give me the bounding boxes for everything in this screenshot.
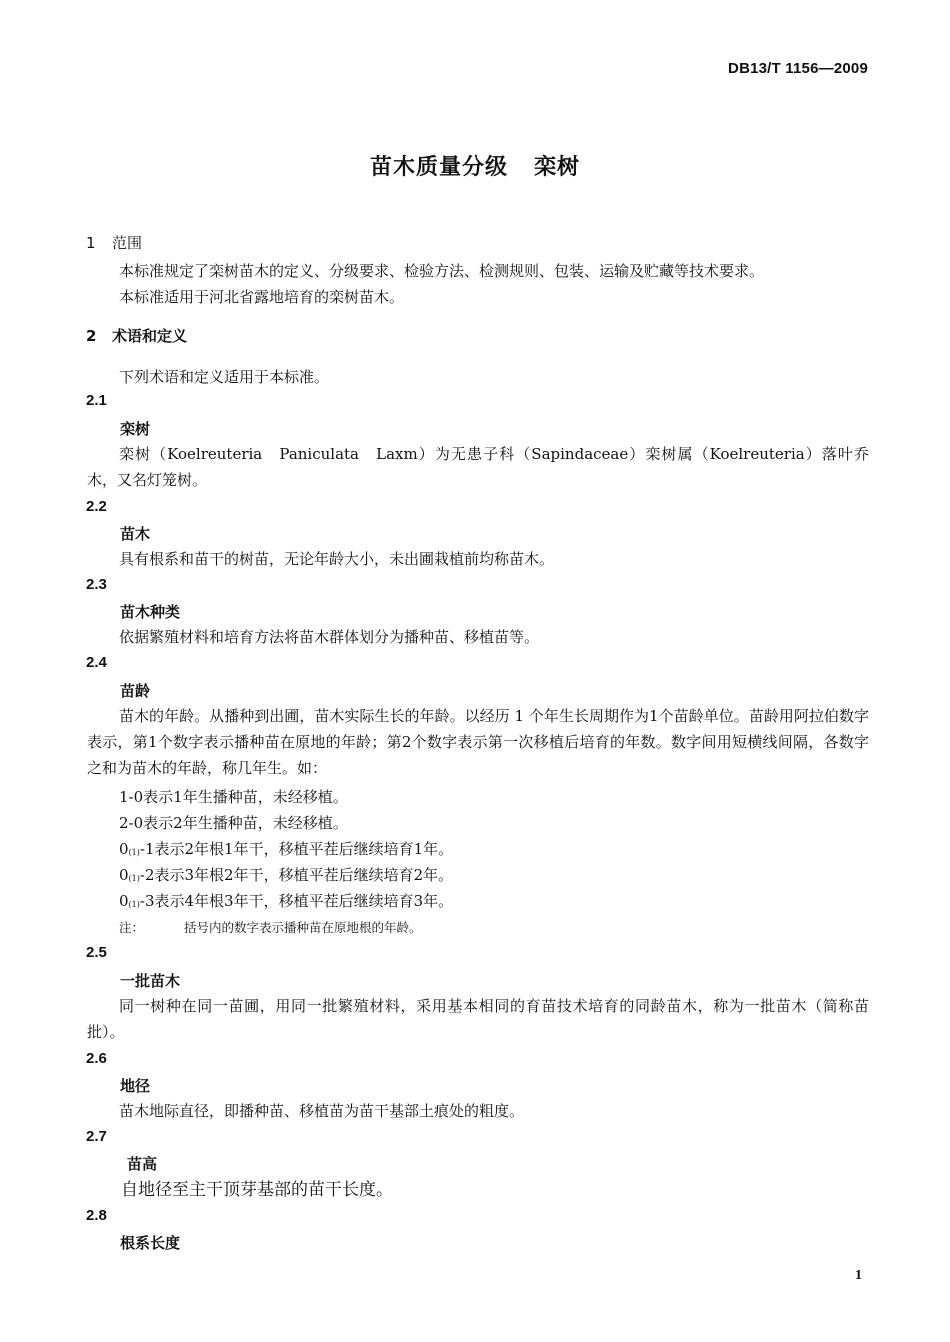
page-title xyxy=(0,150,950,181)
term-number: 2.7 xyxy=(86,1128,107,1145)
term-name: 苗木种类 xyxy=(120,603,181,621)
standard-code: DB13/T 1156—2009 xyxy=(728,60,868,77)
age-example: 2-0表示2年生播种苗，未经移植。 xyxy=(119,814,348,832)
term-number: 2.1 xyxy=(86,392,107,409)
section-number: 2 xyxy=(86,327,97,345)
term-name: 根系长度 xyxy=(120,1234,181,1252)
term-name: 苗木 xyxy=(120,525,151,543)
title-species: 栾树 xyxy=(534,155,581,180)
term-name: 栾树 xyxy=(120,420,151,438)
term-definition: 自地径至主干顶芽基部的苗干长度。 xyxy=(121,1180,393,1200)
section-title: 术语和定义 xyxy=(112,327,188,345)
term-definition: 依据繁殖材料和培育方法将苗木群体划分为播种苗、移植苗等。 xyxy=(119,628,540,646)
term-name: 苗高 xyxy=(127,1155,158,1173)
term-name: 苗龄 xyxy=(120,682,151,700)
term-definition: 具有根系和苗干的树苗，无论年龄大小，未出圃栽植前均称苗木。 xyxy=(119,550,555,568)
term-definition: 同一树种在同一苗圃，用同一批繁殖材料，采用基本相同的育苗技术培育的同龄苗木，称为一批苗木（简称苗批）。 xyxy=(87,997,869,1041)
note xyxy=(119,918,422,936)
age-example: 0(1)-2表示3年根2年干，移植平茬后继续培育2年。 xyxy=(119,866,454,884)
term-number: 2.3 xyxy=(86,576,107,593)
term-number: 2.4 xyxy=(86,654,107,671)
section-1-heading xyxy=(86,232,142,253)
title-main: 苗木质量分级 xyxy=(369,155,508,180)
section-2-heading xyxy=(86,325,187,346)
term-number: 2.5 xyxy=(86,944,107,961)
term-name: 一批苗木 xyxy=(120,972,181,990)
age-example: 0(1)-3表示4年根3年干，移植平茬后继续培育3年。 xyxy=(119,892,454,910)
terms-intro: 下列术语和定义适用于本标准。 xyxy=(119,368,330,386)
section-number: 1 xyxy=(86,234,96,252)
page-number: 1 xyxy=(855,1268,862,1283)
term-number: 2.8 xyxy=(86,1207,107,1224)
note-label: 注： xyxy=(119,920,145,935)
term-name: 地径 xyxy=(120,1077,151,1095)
term-definition: 苗木的年龄。从播种到出圃，苗木实际生长的年龄。以经历 1 个年生长周期作为1个苗龄单位。苗龄用阿拉伯数字表示，第1个数字表示播种苗在原地的年龄；第2个数字表示第一次移植后培育的年数。数字间用短横线间隔，各数字之和为苗木的年龄，称几年生。如： xyxy=(87,707,869,777)
term-number: 2.6 xyxy=(86,1050,107,1067)
scope-paragraph-1: 本标准规定了栾树苗木的定义、分级要求、检验方法、检测规则、包装、运输及贮藏等技术要求。 xyxy=(119,262,765,280)
term-definition: 苗木地际直径，即播种苗、移植苗为苗干基部土痕处的粗度。 xyxy=(119,1102,525,1120)
term-definition: 栾树（Koelreuteria Paniculata Laxm）为无患子科（Sapindaceae）栾树属（Koelreuteria）落叶乔木，又名灯笼树。 xyxy=(87,445,869,489)
age-example: 1-0表示1年生播种苗，未经移植。 xyxy=(119,788,348,806)
note-text: 括号内的数字表示播种苗在原地根的年龄。 xyxy=(184,920,422,935)
scope-paragraph-2: 本标准适用于河北省露地培育的栾树苗木。 xyxy=(119,288,405,306)
term-number: 2.2 xyxy=(86,498,107,515)
section-title: 范围 xyxy=(112,234,143,252)
age-example: 0(1)-1表示2年根1年干，移植平茬后继续培育1年。 xyxy=(119,840,454,858)
